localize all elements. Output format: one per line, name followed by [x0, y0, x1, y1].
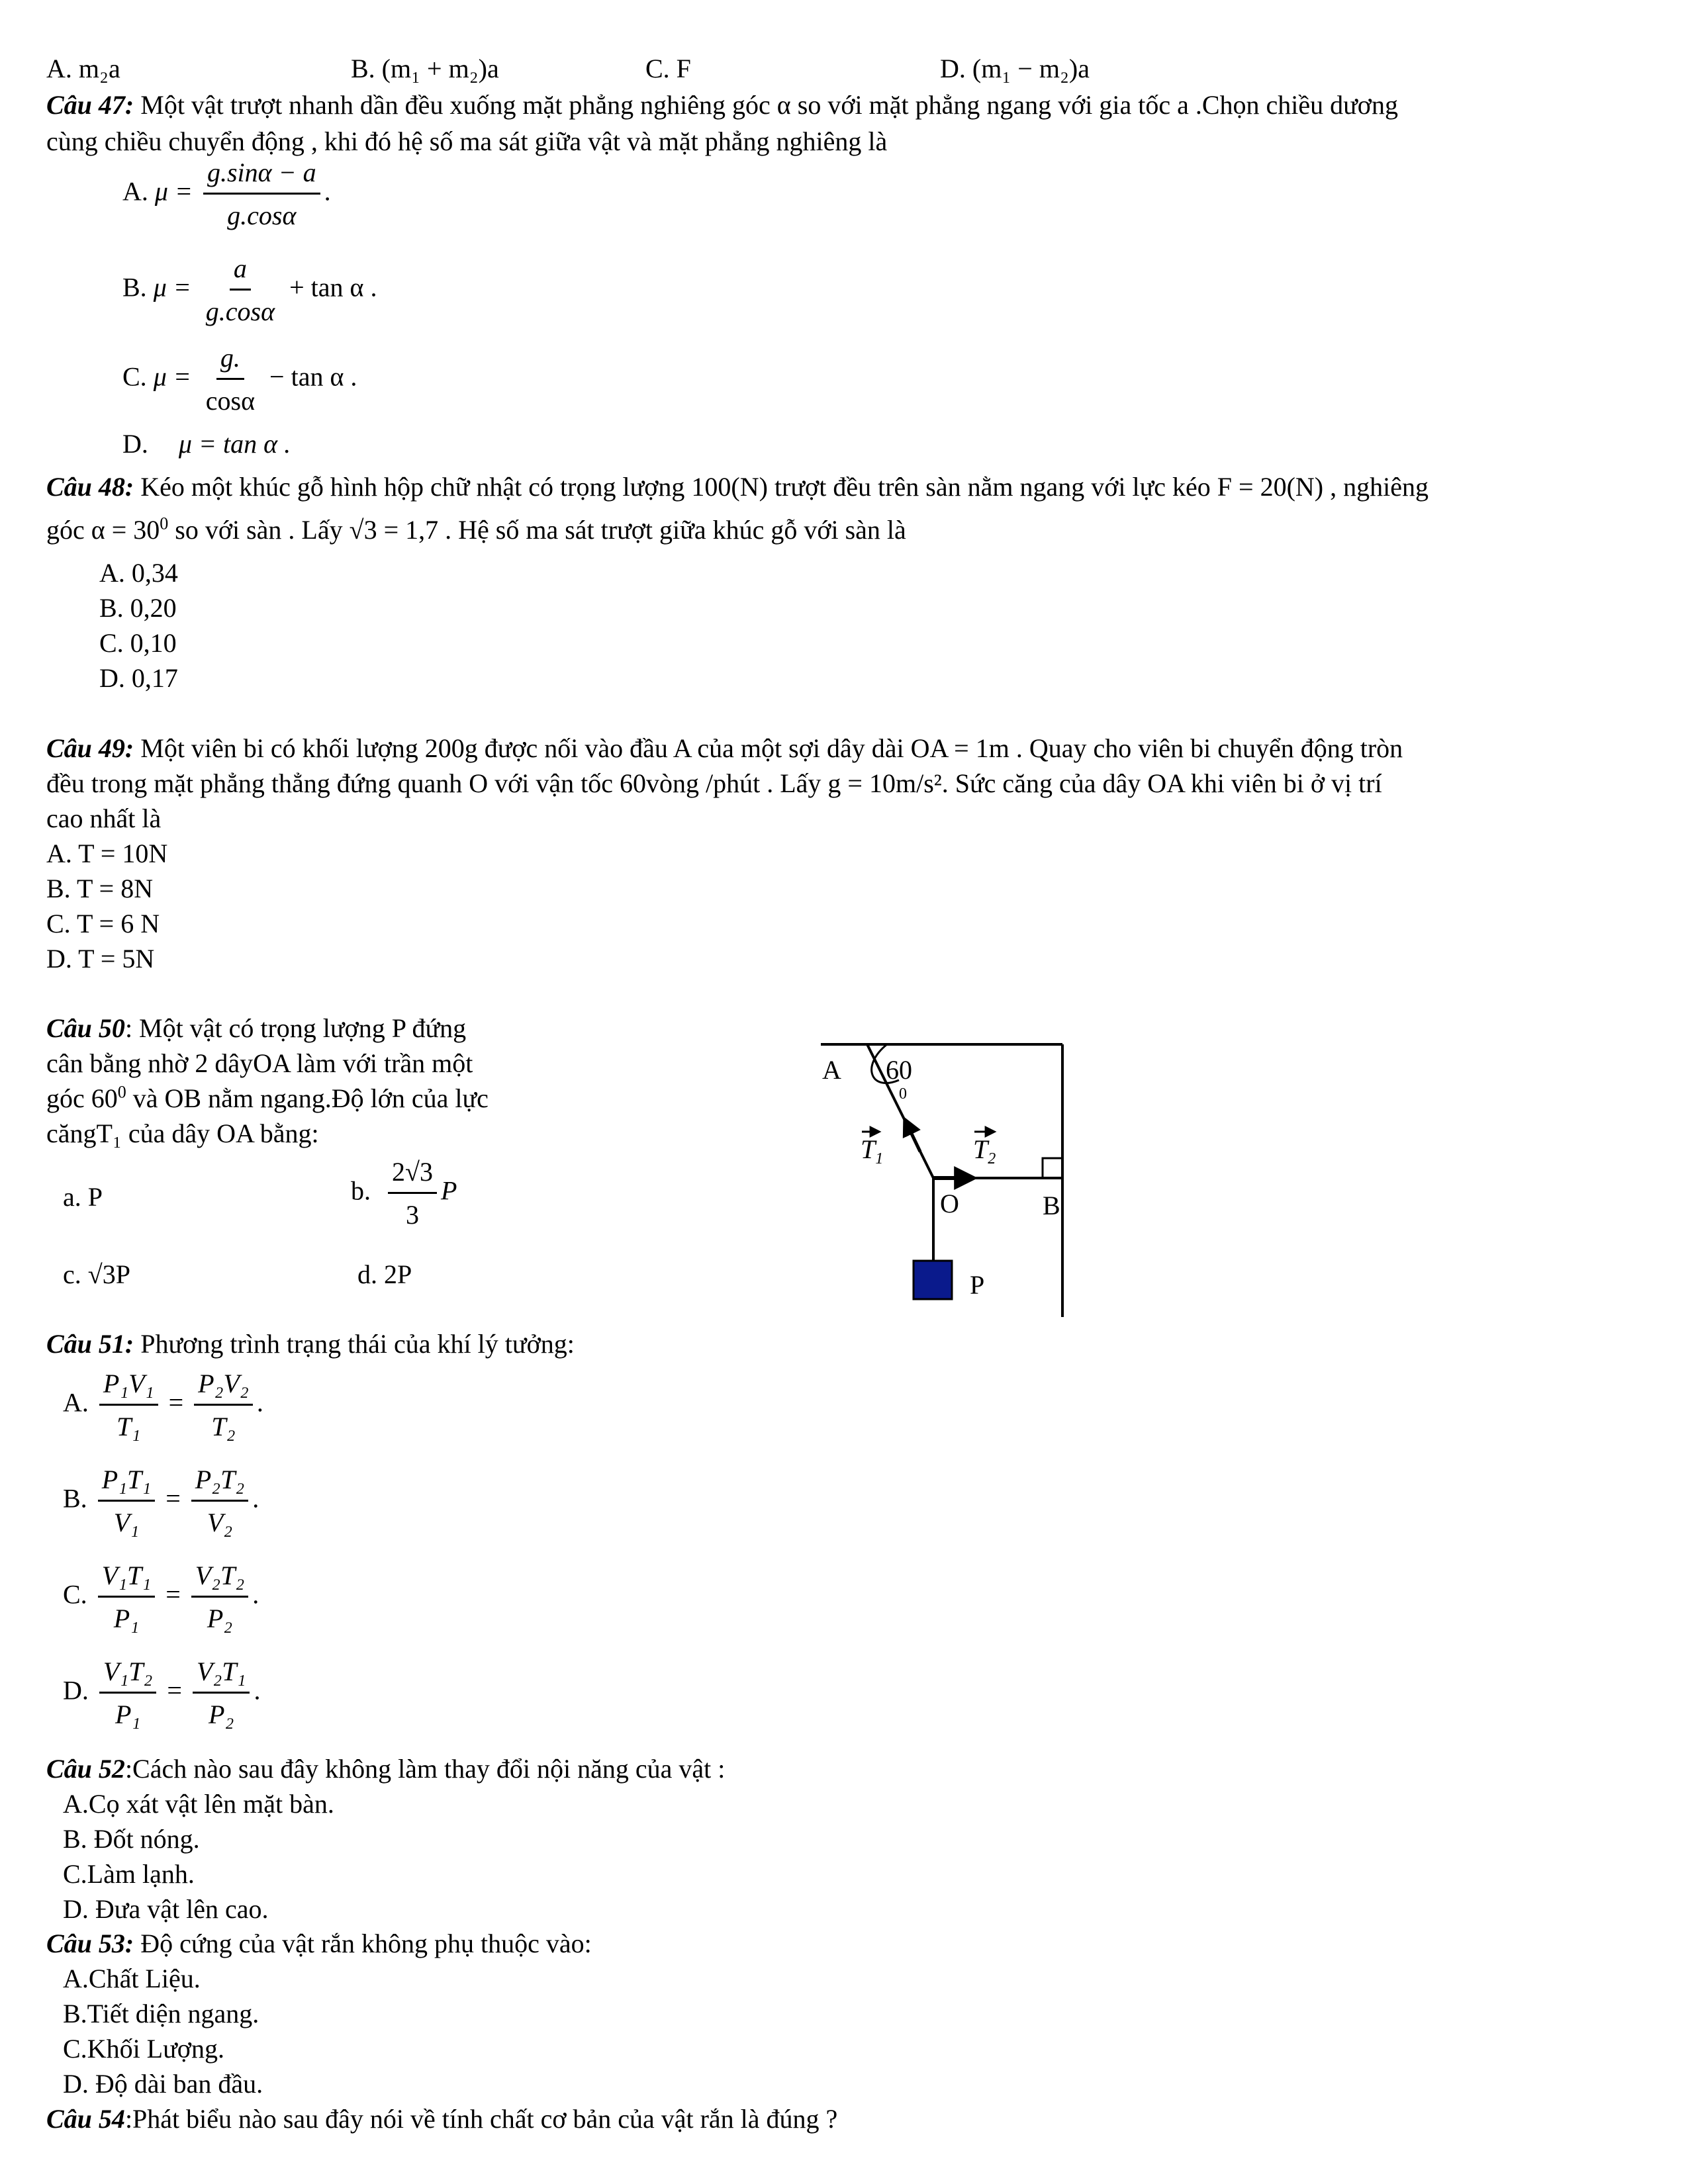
q50-text-1: : Một vật có trọng lượng P đứng — [124, 1013, 467, 1043]
label-angle-degree: 0 — [899, 1085, 907, 1103]
label-p: P — [970, 1270, 985, 1300]
q47-a-denominator: g.cosα — [227, 201, 297, 230]
q51-c-right-den: P₂ — [207, 1604, 233, 1633]
q51-a-right-den: T₂ — [211, 1412, 236, 1441]
q51-option-a-label: A. — [63, 1387, 89, 1418]
q51-text: Phương trình trạng thái của khí lý tưởng: — [134, 1329, 575, 1359]
q51-option-c: C. $\frac{\text{V₁T₁}}{\text{P₁}}$ = $\frac{\text{V₂T₂}}{\text{P₂}}$ . — [63, 1559, 259, 1636]
q49-label: Câu 49: — [46, 733, 134, 763]
q50-b-numerator: 2√3 — [388, 1155, 437, 1194]
q51-d-left-den: P₁ — [115, 1700, 141, 1729]
q53-option-d: D. Độ dài ban đầu. — [63, 2069, 263, 2099]
q53-line1 — [46, 1927, 592, 1961]
q50-option-a: a. P — [63, 1182, 103, 1212]
q47-option-b: B. μ = $\frac{a}{g.\cos\alpha}$ + tan α . — [122, 251, 377, 329]
q51-label: Câu 51: — [46, 1329, 134, 1359]
q47-c-denominator: cosα — [205, 386, 256, 416]
q47-c-tail: − tan α . — [269, 361, 357, 392]
q50-figure — [821, 1039, 1086, 1330]
q49-line3: cao nhất là — [46, 803, 162, 833]
q48-option-a: A. 0,34 — [99, 558, 178, 588]
q52-option-b: B. Đốt nóng. — [63, 1824, 200, 1854]
q47-line2: cùng chiều chuyển động , khi đó hệ số ma sát giữa vật và mặt phẳng nghiêng là — [46, 126, 888, 156]
q51-option-b: B. $\frac{\text{P₁T₁}}{\text{V₁}}$ = $\frac{\text{P₂T₂}}{\text{V₂}}$ . — [63, 1463, 259, 1540]
q47-option-b-label: B. — [122, 272, 147, 302]
q52-option-c: C.Làm lạnh. — [63, 1859, 195, 1889]
q47-label: Câu 47: — [46, 90, 134, 120]
q47-option-c-label: C. — [122, 361, 147, 392]
t1-arrow — [905, 1120, 920, 1152]
q48-option-d: D. 0,17 — [99, 663, 178, 693]
q51-d-right-den: P₂ — [209, 1700, 234, 1729]
q49-option-c: C. T = 6 N — [46, 909, 160, 938]
weight-block — [914, 1261, 952, 1299]
q47-option-d-label: D. — [122, 429, 148, 459]
q51-b-left-num: P₁T₁ — [98, 1463, 156, 1502]
q48-degree: 0 — [160, 514, 169, 533]
prev-answer-a: A. m₂a — [46, 54, 120, 83]
q47-option-d-expr: μ = tan α . — [178, 429, 291, 459]
q51-c-right-num: V₂T₂ — [191, 1559, 249, 1598]
q50-degree: 0 — [117, 1082, 126, 1102]
q47-a-numerator: g.sinα − a — [203, 156, 320, 195]
q50-b-tail: P — [440, 1175, 457, 1206]
q50-line2: cân bằng nhờ 2 dâyOA làm với trần một — [46, 1048, 473, 1078]
q52-text: :Cách nào sau đây không làm thay đổi nội năng của vật : — [124, 1754, 726, 1784]
q50-option-b-label: b. — [351, 1175, 371, 1206]
label-a: A — [822, 1055, 841, 1085]
q47-c-numerator: g. — [216, 341, 244, 380]
q52-label: Câu 52 — [46, 1754, 125, 1784]
q47-option-c: C. μ = $\frac{g.}{\cos\alpha}$ − tan α . — [122, 341, 357, 418]
q47-line1 — [46, 88, 1398, 122]
q51-b-right-num: P₂T₂ — [191, 1463, 249, 1502]
q50-option-b — [351, 1155, 457, 1232]
q54-line1 — [46, 2102, 837, 2136]
right-angle-marker — [1043, 1158, 1062, 1178]
q48-text-2a: góc α = 30 — [46, 515, 160, 545]
q51-a-left-den: T₁ — [117, 1412, 141, 1441]
q53-option-a: A.Chất Liệu. — [63, 1964, 201, 1993]
label-angle: 60 — [886, 1055, 912, 1085]
q50-label: Câu 50 — [46, 1013, 125, 1043]
q49-line1 — [46, 731, 1403, 766]
q50-option-d: d. 2P — [357, 1259, 412, 1289]
q52-line1 — [46, 1752, 725, 1786]
q47-b-tail: + tan α . — [289, 272, 377, 302]
q49-option-d: D. T = 5N — [46, 944, 155, 974]
q51-c-left-den: P₁ — [113, 1604, 140, 1633]
q48-option-b: B. 0,20 — [99, 593, 177, 623]
q47-b-denominator: g.cosα — [205, 296, 275, 326]
q50-line1 — [46, 1011, 466, 1046]
q49-line2: đều trong mặt phẳng thẳng đứng quanh O với vận tốc 60vòng /phút . Lấy g = 10m/s². Sức căng của dây OA khi viên bi ở vị trí — [46, 768, 1382, 798]
q48-text-1: Kéo một khúc gỗ hình hộp chữ nhật có trọng lượng 100(N) trượt đều trên sàn nằm ngang với lực kéo F = 20(N) , nghiêng — [134, 472, 1429, 502]
q51-a-left-num: P₁V₁ — [99, 1367, 158, 1406]
q51-option-c-label: C. — [63, 1579, 87, 1610]
q48-label: Câu 48: — [46, 472, 134, 502]
q50-line3 — [46, 1081, 489, 1116]
q51-option-b-label: B. — [63, 1483, 87, 1514]
q53-text: Độ cứng của vật rắn không phụ thuộc vào: — [134, 1929, 592, 1958]
label-o: O — [940, 1189, 959, 1218]
q52-option-d: D. Đưa vật lên cao. — [63, 1894, 269, 1924]
label-t2: $T_2$ — [973, 1134, 996, 1167]
q51-option-d-label: D. — [63, 1675, 89, 1706]
prev-answer-b: B. (m₁ + m₂)a — [351, 54, 499, 83]
prev-answer-c: C. F — [645, 54, 691, 83]
q51-b-right-den: V₂ — [207, 1508, 233, 1537]
q53-label: Câu 53: — [46, 1929, 134, 1958]
q51-option-d: D. $\frac{\text{V₁T₂}}{\text{P₁}}$ = $\frac{\text{V₂T₁}}{\text{P₂}}$ . — [63, 1655, 260, 1732]
q49-text-1: Một viên bi có khối lượng 200g được nối vào đầu A của một sợi dây dài OA = 1m . Quay cho viên bi chuyển động tròn — [134, 733, 1403, 763]
q47-b-numerator: a — [230, 251, 251, 291]
q47-option-a-label: A. — [122, 176, 148, 206]
label-t1: $T_1$ — [861, 1134, 884, 1167]
q50-line4: căngT₁ của dây OA bằng: — [46, 1118, 319, 1148]
q47-text-1: Một vật trượt nhanh dần đều xuống mặt phẳng nghiêng góc α so với mặt phẳng ngang với gia tốc a .Chọn chiều dương — [134, 90, 1398, 120]
q47-option-a: A. μ = $\frac{g.\sin\alpha - a}{g.\cos\alpha}$ . — [122, 156, 331, 233]
q54-label: Câu 54 — [46, 2104, 125, 2134]
q48-line1 — [46, 470, 1429, 504]
q51-c-left-num: V₁T₁ — [98, 1559, 156, 1598]
q49-option-b: B. T = 8N — [46, 874, 154, 903]
q53-option-c: C.Khối Lượng. — [63, 2034, 224, 2064]
q51-a-right-num: P₂V₂ — [194, 1367, 253, 1406]
q50-b-denominator: 3 — [405, 1200, 419, 1230]
q54-text: :Phát biểu nào sau đây nói về tính chất cơ bản của vật rắn là đúng ? — [124, 2104, 838, 2134]
q51-b-left-den: V₁ — [113, 1508, 140, 1537]
q49-option-a: A. T = 10N — [46, 839, 168, 868]
prev-answer-d: D. (m₁ − m₂)a — [940, 54, 1090, 83]
q50-option-c: c. √3P — [63, 1259, 130, 1289]
q48-text-2b: so với sàn . Lấy √3 = 1,7 . Hệ số ma sát trượt giữa khúc gỗ với sàn là — [168, 515, 906, 545]
q47-option-d — [122, 427, 291, 461]
q50-text-3a: góc 60 — [46, 1083, 118, 1113]
q52-option-a: A.Cọ xát vật lên mặt bàn. — [63, 1789, 334, 1819]
q51-d-left-num: V₁T₂ — [99, 1655, 157, 1694]
q48-option-c: C. 0,10 — [99, 628, 177, 658]
q50-text-3b: và OB nằm ngang.Độ lớn của lực — [126, 1083, 489, 1113]
q48-line2 — [46, 513, 906, 547]
q51-d-right-num: V₂T₁ — [193, 1655, 250, 1694]
q51-option-a: A. $\frac{\text{P₁V₁}}{\text{T₁}}$ = $\frac{\text{P₂V₂}}{\text{T₂}}$ . — [63, 1367, 263, 1444]
q53-option-b: B.Tiết diện ngang. — [63, 1999, 259, 2028]
label-b: B — [1043, 1191, 1060, 1220]
q51-line1 — [46, 1327, 575, 1361]
